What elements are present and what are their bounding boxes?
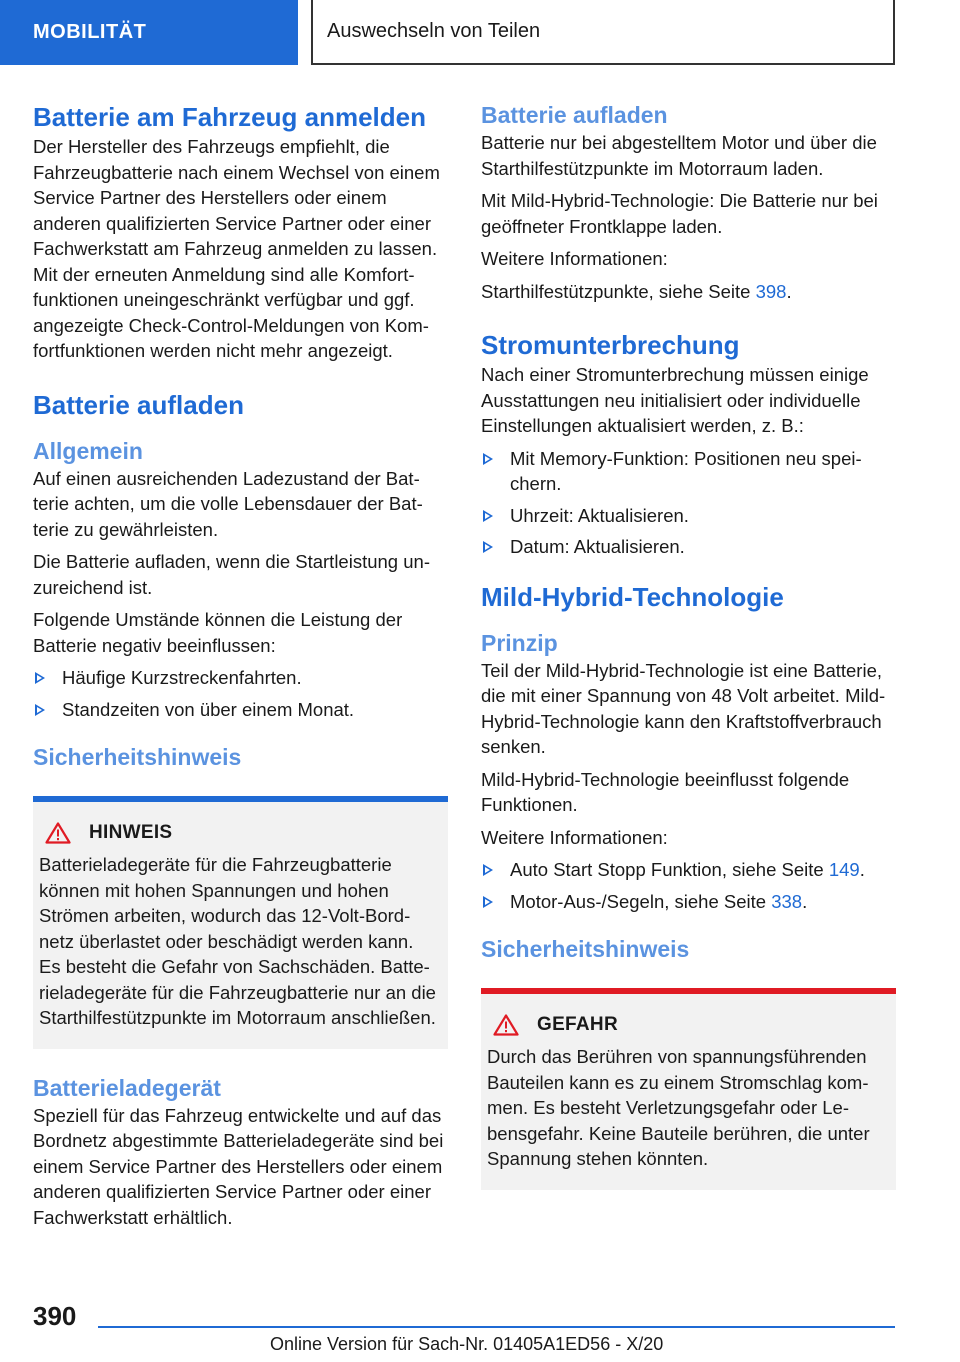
list-hybrid-functions xyxy=(481,857,896,914)
heading-mild-hybrid: Mild-Hybrid-Technologie xyxy=(481,581,784,612)
triangle-bullet-icon xyxy=(483,896,493,908)
list-item: Mit Memory-Funktion: Positionen neu speichern. xyxy=(481,446,896,497)
paragraph-register-battery: Der Hersteller des Fahrzeugs empfiehlt, die Fahrzeugbatterie nach einem Wechsel von einem Service Partner des Herstellers oder einem anderen qualifizierten Service Partner oder einer Fachwerkstatt am Fahrzeug anmelden zu lassen. Mit der erneuten Anmeldung sind alle Komfortfunktionen uneingeschränkt verfügbar und ggf. angezeigte Check-Control-Meldungen von Komfortfunktionen werden nicht mehr angezeigt. xyxy=(33,136,440,361)
page-link-398[interactable]: 398 xyxy=(755,280,787,302)
right-column xyxy=(481,100,896,1190)
paragraph-power-interruption: Nach einer Stromunterbrechung müssen einige Ausstattungen neu initialisiert oder individuelle Einstellungen aktualisiert werden, z. B.: xyxy=(481,364,869,436)
heading-safety-note: Sicherheitshinweis xyxy=(33,744,242,770)
triangle-bullet-icon xyxy=(483,510,493,522)
heading-register-battery: Batterie am Fahrzeug anmelden xyxy=(33,102,426,132)
danger-text: Durch das Berühren von spannungsführenden Bauteilen kann es zu einem Stromschlag kommen. Es besteht Verletzungsgefahr oder Lebensgefahr. Keine Bauteile berühren, die unter Spannung stehen könnten. xyxy=(487,1046,870,1169)
paragraph-charge-2: Mit Mild-Hybrid-Technologie: Die Batterie nur bei geöffneter Frontklappe laden. xyxy=(481,190,878,237)
paragraph-charge-1: Batterie nur bei abgestelltem Motor und über die Starthilfestützpunkte im Motorraum laden. xyxy=(481,132,877,179)
list-item: Auto Start Stopp Funktion, siehe Seite 149. xyxy=(481,857,896,883)
paragraph-hybrid-1: Teil der Mild-Hybrid-Technologie ist eine Batterie, die mit einer Spannung von 48 Volt arbeitet. Mild-Hybrid-Technologie kann den Kraftstoffverbrauch senken. xyxy=(481,659,886,757)
notice-label: HINWEIS xyxy=(89,822,173,843)
triangle-bullet-icon xyxy=(483,864,493,876)
list-item: Datum: Aktualisieren. xyxy=(481,534,896,560)
heading-battery-charger: Batterieladegerät xyxy=(33,1074,221,1101)
list-item: Motor-Aus-/Segeln, siehe Seite 338. xyxy=(481,889,896,915)
paragraph-battery-charger: Speziell für das Fahrzeug entwickelte und auf das Bordnetz abgestimmte Batterieladegeräte sind bei einem Service Partner des Herstellers oder einem anderen qualifizierten Service Partner oder einer Fachwerkstatt erhältlich. xyxy=(33,1104,444,1228)
triangle-bullet-icon xyxy=(483,453,493,465)
list-item: Uhrzeit: Aktualisieren. xyxy=(481,503,896,529)
triangle-bullet-icon xyxy=(35,704,45,716)
heading-charge-battery: Batterie aufladen xyxy=(33,389,244,420)
notice-text: Batterieladegeräte für die Fahrzeugbatterie können mit hohen Spannungen und hohen Strömen arbeiten, wodurch das 12-Volt-Bordnetz überlastet oder beschädigt werden kann. Es besteht die Gefahr von Sachschäden. Batterieladegeräte für die Fahrzeugbatterie nur an die Starthilfestützpunkte im Motorraum anschließen. xyxy=(39,854,436,1028)
page-link-149[interactable]: 149 xyxy=(828,859,860,880)
paragraph-charge-3: Weitere Informationen: xyxy=(481,248,668,269)
triangle-bullet-icon xyxy=(483,541,493,553)
list-item: Standzeiten von über einem Monat. xyxy=(33,697,448,723)
page-link-338[interactable]: 338 xyxy=(771,890,803,912)
warning-triangle-icon xyxy=(493,1014,519,1036)
heading-principle: Prinzip xyxy=(481,629,558,656)
footer-divider xyxy=(98,1326,895,1328)
notice-box xyxy=(33,796,448,1049)
paragraph-general-1: Auf einen ausreichenden Ladezustand der Batterie achten, um die volle Lebensdauer der Batterie zu gewährleisten. xyxy=(33,467,423,540)
list-item: Häufige Kurzstreckenfahrten. xyxy=(33,665,448,691)
chapter-tab: Auswechseln von Teilen xyxy=(311,0,895,65)
triangle-bullet-icon xyxy=(35,672,45,684)
paragraph-general-2: Die Batterie aufladen, wenn die Startleistung unzureichend ist. xyxy=(33,551,430,598)
section-tab: MOBILITÄT xyxy=(0,0,298,65)
heading-power-interruption: Stromunterbrechung xyxy=(481,330,740,360)
heading-safety-danger: Sicherheitshinweis xyxy=(481,936,690,962)
left-column xyxy=(33,100,448,1230)
paragraph-hybrid-2: Mild-Hybrid-Technologie beeinflusst folgende Funktionen. xyxy=(481,768,850,815)
page-number: 390 xyxy=(33,1301,77,1331)
list-reset-items xyxy=(481,446,896,560)
heading-charge-battery-right: Batterie aufladen xyxy=(481,102,668,128)
danger-label: GEFAHR xyxy=(537,1014,618,1035)
paragraph-general-3: Folgende Umstände können die Leistung der Batterie negativ beeinflussen: xyxy=(33,609,403,656)
list-battery-factors xyxy=(33,665,448,722)
heading-general: Allgemein xyxy=(33,437,143,464)
danger-box xyxy=(481,988,896,1190)
footer-text: Online Version für Sach-Nr. 01405A1ED56 - X/20 xyxy=(270,1334,664,1354)
paragraph-hybrid-3: Weitere Informationen: xyxy=(481,826,668,848)
warning-triangle-icon xyxy=(45,822,71,844)
paragraph-charge-4: Starthilfestützpunkte, siehe Seite 398. xyxy=(481,280,792,302)
